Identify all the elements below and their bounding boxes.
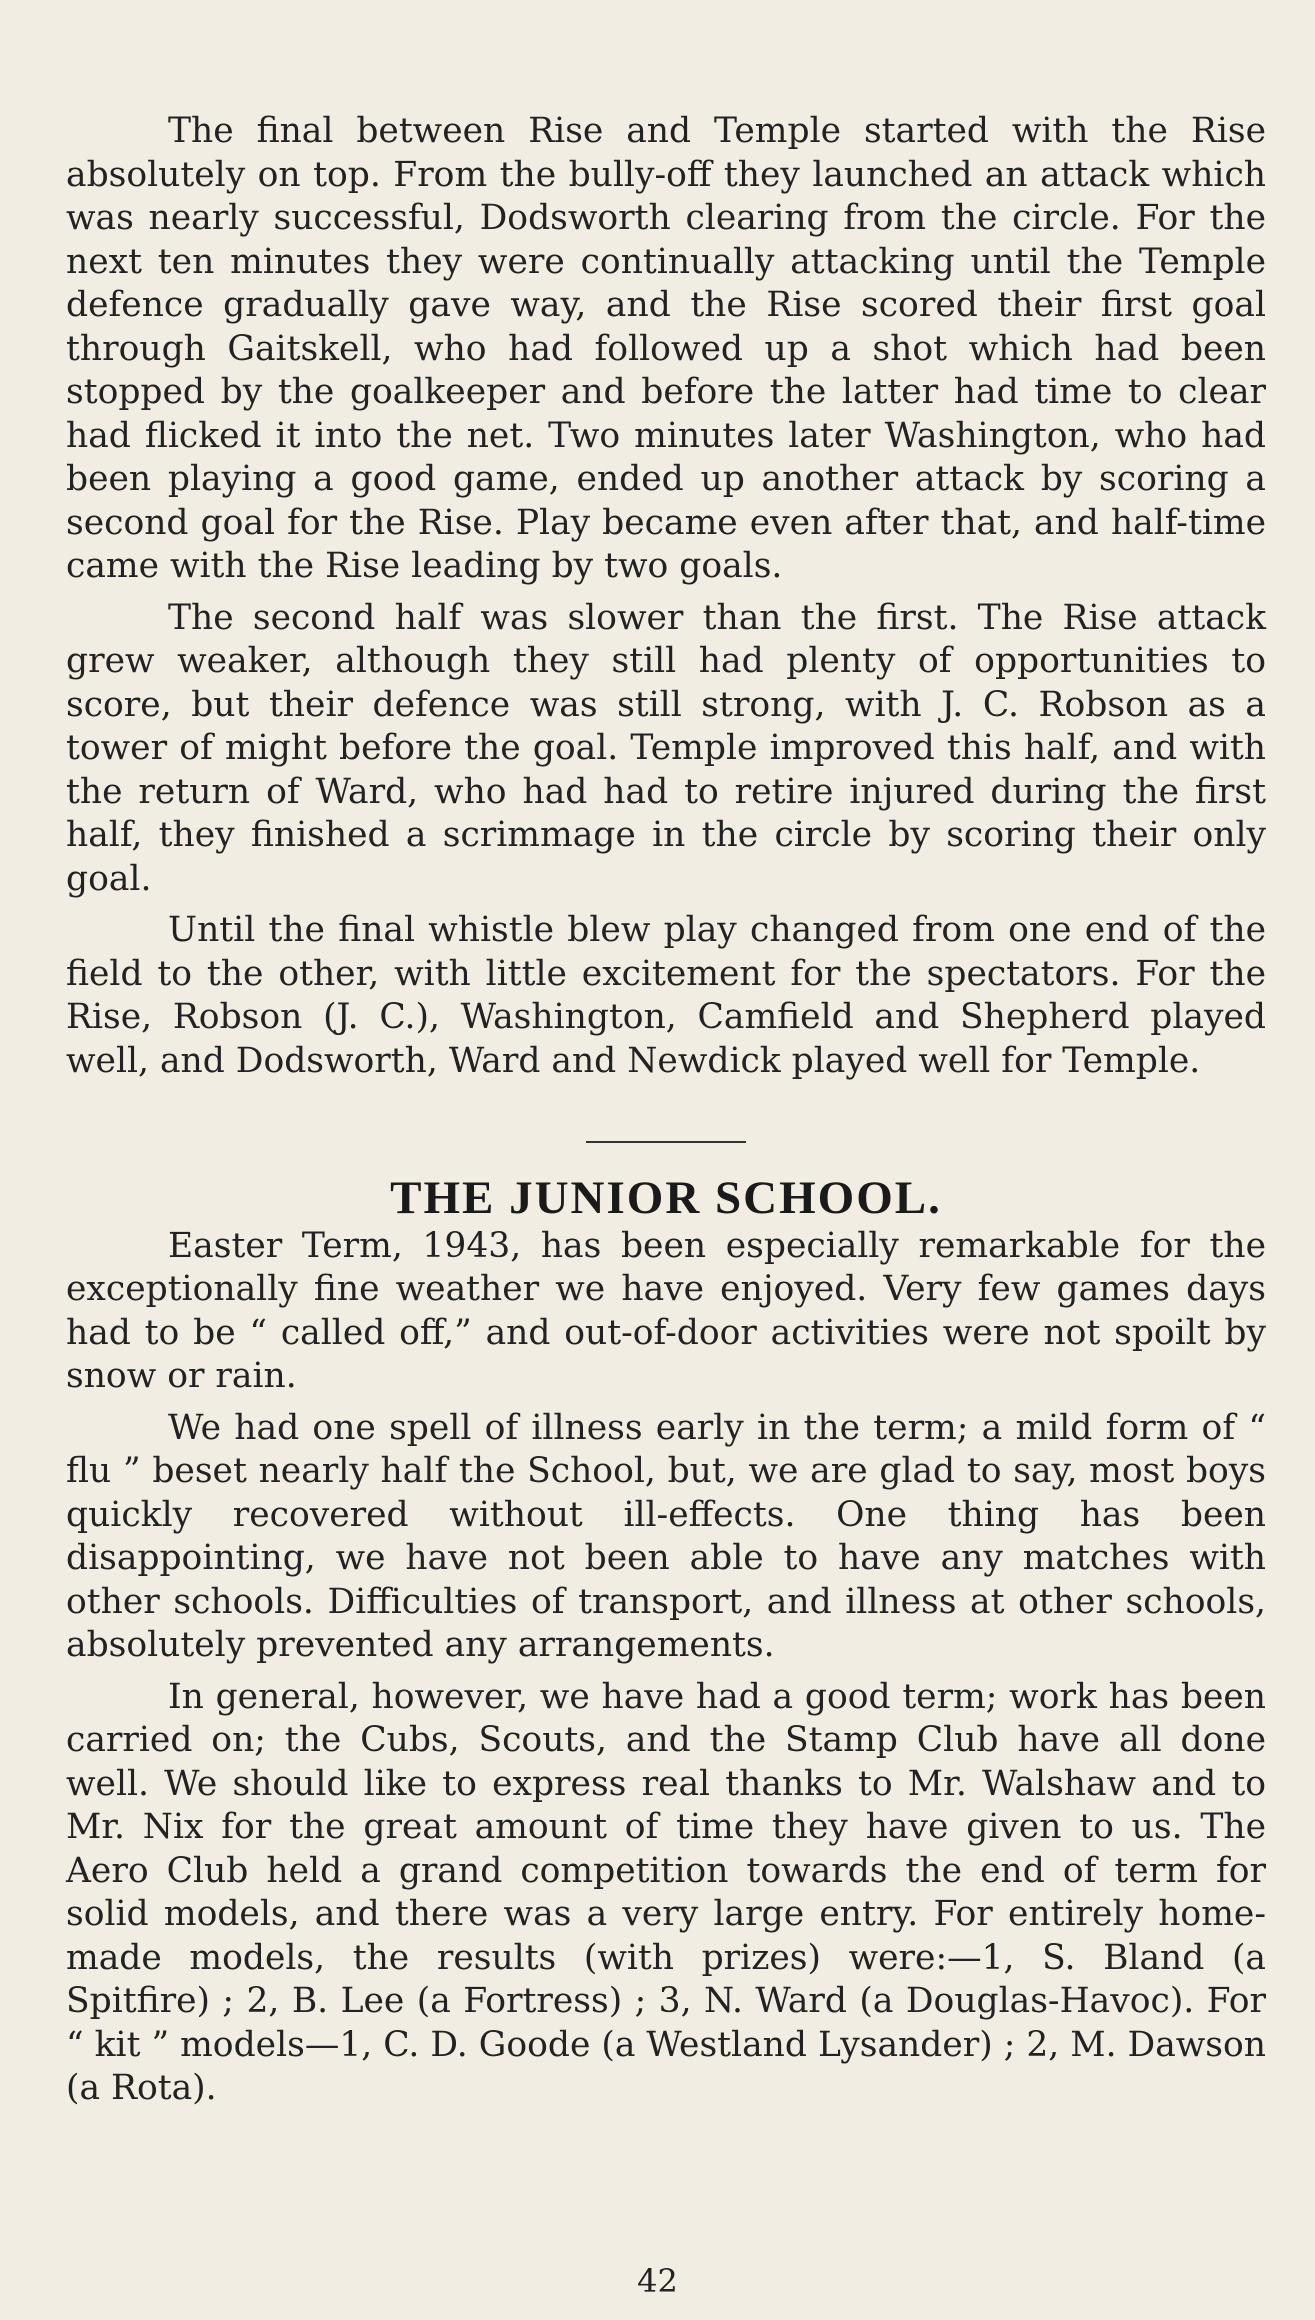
hockey-report-paragraph-2: The second half was slower than the first. The Rise attack grew weaker, although they still had plenty of opportunities to score, but their defence was still strong, with J. C. Robson as a tower of might before the goal. Temple improved this half, and with the return of Ward, who had had to retire injured during the first half, they finished a scrimmage in the circle by scoring their only goal. [66, 597, 1266, 899]
section-title: THE JUNIOR SCHOOL. [390, 1172, 942, 1224]
hockey-report-paragraph-3: Until the final whistle blew play changed from one end of the field to the other, with little excitement for the spectators. For the Rise, Robson (J. C.), Washington, Camfield and Shepherd played well, and Dodsworth, Ward and Newdick played well for Temple. [66, 910, 1266, 1081]
junior-school-paragraph-3: In general, however, we have had a good term; work has been carried on; the Cubs, Scouts, and the Stamp Club have all done well. We should like to express real thanks to Mr. Walshaw and to Mr. Nix for the great amount of time they have given to us. The Aero Club held a grand competition towards the end of term for solid models, and there was a very large entry. For entirely home-made models, the results (with prizes) were:—1, S. Bland (a Spitfire) ; 2, B. Lee (a Fortress) ; 3, N. Ward (a Douglas-Havoc). For “ kit ” models—1, C. D. Goode (a Westland Lysander) ; 2, M. Dawson (a Rota). [66, 1676, 1266, 2108]
hockey-report-paragraph-1: The final between Rise and Temple started with the Rise absolutely on top. From the bully-off they launched an attack which was nearly successful, Dodsworth clearing from the circle. For the next ten minutes they were continually attacking until the Temple defence gradually gave way, and the Rise scored their first goal through Gaitskell, who had followed up a shot which had been stopped by the goalkeeper and before the latter had time to clear had flicked it into the net. Two minutes later Washington, who had been playing a good game, ended up another attack by scoring a second goal for the Rise. Play became even after that, and half-time came with the Rise leading by two goals. [66, 111, 1266, 586]
junior-school-paragraph-2: We had one spell of illness early in the term; a mild form of “ flu ” beset nearly half the School, but, we are glad to say, most boys quickly recovered without ill-effects. One thing has been disappointing, we have not been able to have any matches with other schools. Difficulties of transport, and illness at other schools, absolutely prevented any arrangements. [66, 1407, 1266, 1665]
section-divider [586, 1141, 746, 1143]
junior-school-paragraph-1: Easter Term, 1943, has been especially remarkable for the exceptionally fine weather we have enjoyed. Very few games days had to be “ called off,” and out-of-door activities were not spoilt by snow or rain. [66, 1225, 1266, 1396]
text-column [66, 110, 1266, 2119]
page-number: 42 [637, 2262, 678, 2300]
